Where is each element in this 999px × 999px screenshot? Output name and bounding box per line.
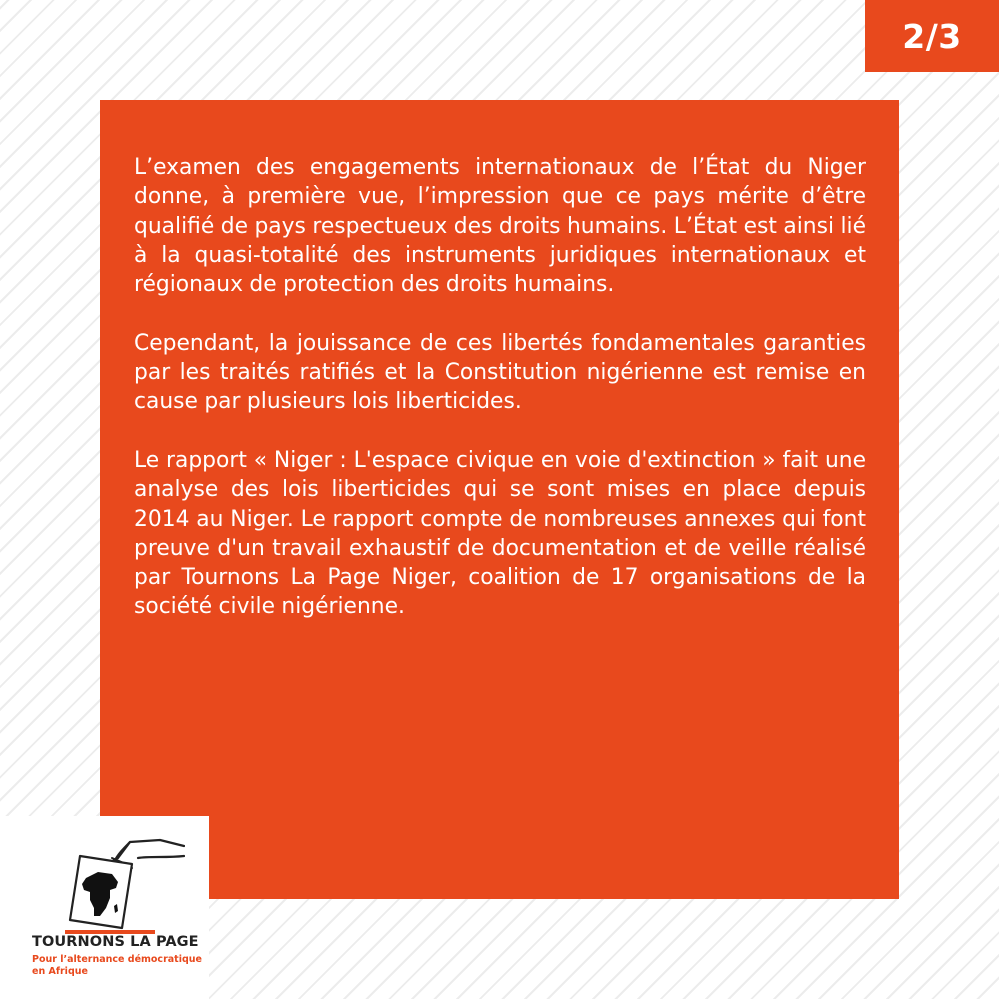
paragraph-report: Le rapport « Niger : L'espace civique en voie d'extinction » fait une analyse des lois liberticides qui se sont mises en place depuis 2014 au Niger. Le rapport compte de nombreuses annexes qui font preuve d'un travail exhaustif de documentation et de veille réalisé par Tournons La Page Niger, coalition de 17 organisations de la société civile nigérienne.	[134, 447, 866, 620]
page-counter-label: 2/3	[902, 16, 962, 56]
paragraph-intro: L’examen des engagements internationaux de l’État du Niger donne, à première vue, l’impression que ce pays mérite d’être qualifié de pays respectueux des droits humains. L’État est ainsi lié à la quasi-totalité des instruments juridiques internationaux et régionaux de protection des droits humains.	[134, 155, 866, 298]
logo-tagline: Pour l’alternance démocratique en Afrique	[32, 954, 202, 977]
content-panel	[100, 100, 899, 899]
page-counter-badge	[865, 0, 999, 72]
paragraph-however: Cependant, la jouissance de ces libertés fondamentales garanties par les traités ratifiés et la Constitution nigérienne est remise en cause par plusieurs lois liberticides.	[134, 330, 866, 415]
ballot-hand-africa-icon	[60, 828, 185, 934]
logo	[0, 816, 209, 999]
logo-title: TOURNONS LA PAGE	[32, 934, 199, 950]
content-text	[134, 153, 866, 622]
